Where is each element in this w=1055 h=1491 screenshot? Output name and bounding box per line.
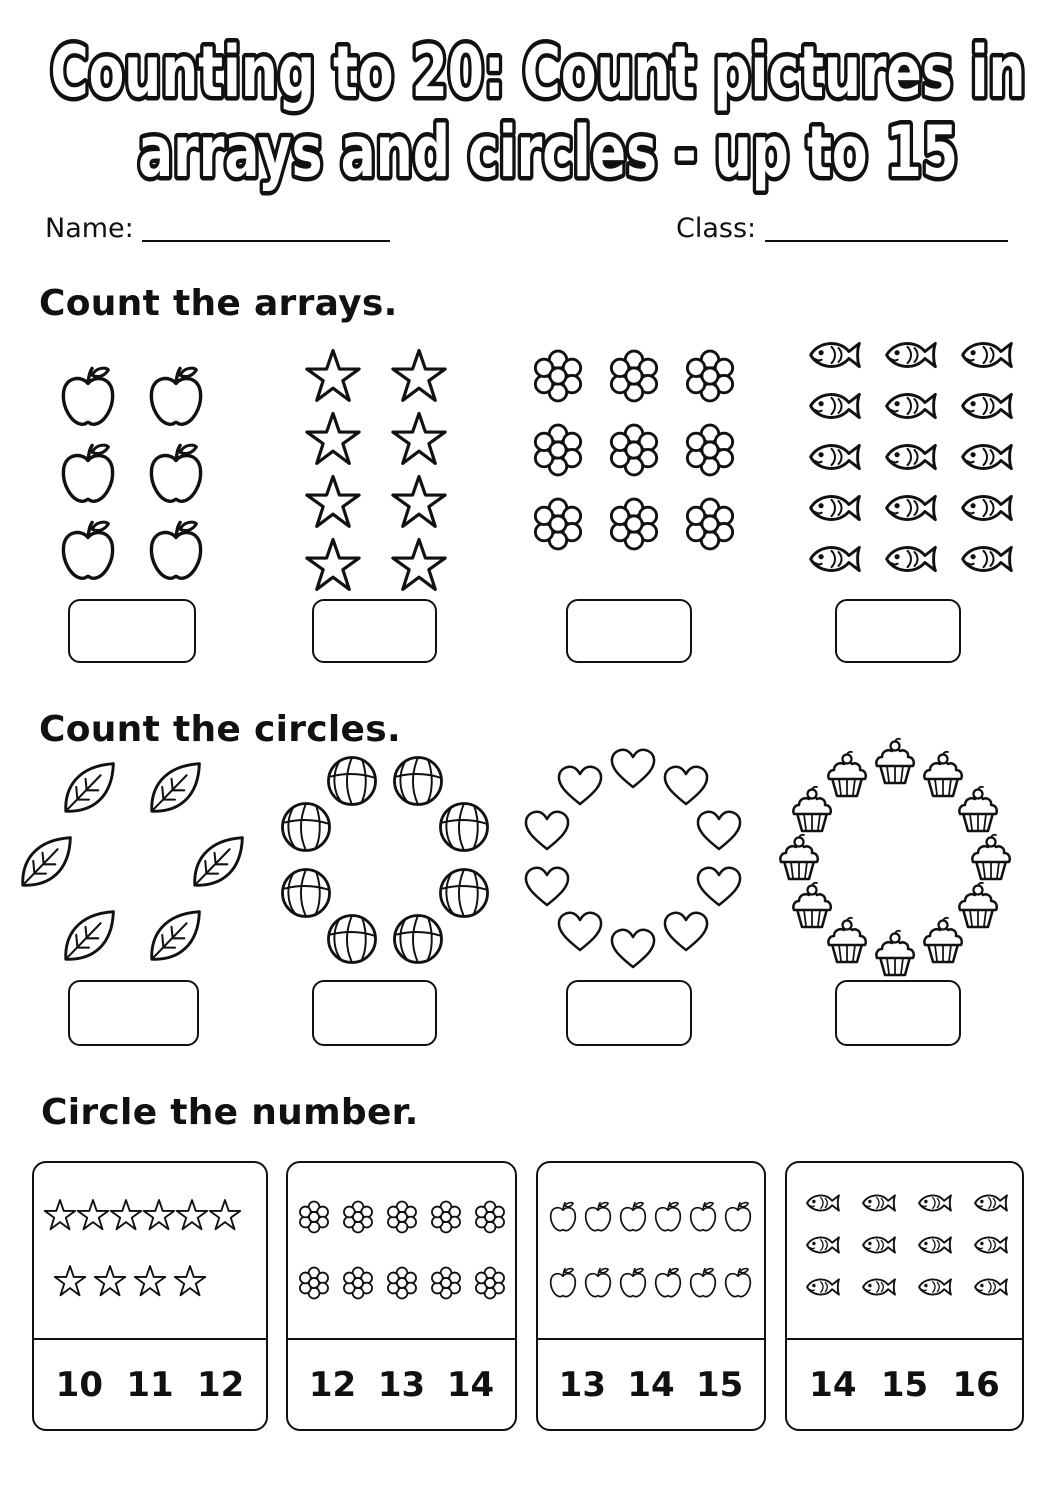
- star-icon: [175, 1198, 209, 1232]
- fish-icon: [860, 1268, 898, 1306]
- title-line-1: Counting to 20: Count pictures in: [50, 31, 1026, 113]
- leaf-icon: [189, 833, 247, 891]
- card-picture-area: [34, 1163, 266, 1340]
- circle-card-flowers: [286, 1161, 517, 1431]
- fish-icon: [806, 530, 864, 588]
- flower-icon: [605, 495, 663, 553]
- fish-icon: [916, 1226, 954, 1264]
- apple-icon: [142, 363, 210, 431]
- heart-icon: [608, 743, 658, 793]
- name-label: Name:: [45, 213, 134, 244]
- flower-icon: [428, 1199, 464, 1235]
- leaf-icon: [60, 907, 118, 965]
- fish-icon: [806, 479, 864, 537]
- heart-icon: [522, 805, 572, 855]
- answer-box-flowers[interactable]: [566, 599, 692, 663]
- answer-box-fish[interactable]: [835, 599, 961, 663]
- number-option[interactable]: 10: [55, 1364, 103, 1405]
- flower-icon: [384, 1265, 420, 1301]
- number-option[interactable]: 13: [558, 1364, 606, 1405]
- heart-icon: [522, 861, 572, 911]
- ball-icon: [278, 865, 334, 921]
- leaf-icon: [17, 833, 75, 891]
- fish-icon: [804, 1226, 842, 1264]
- answer-box-cupcakes[interactable]: [835, 980, 961, 1046]
- apple-icon: [616, 1200, 650, 1234]
- heart-icon: [694, 861, 744, 911]
- apple-icon: [686, 1266, 720, 1300]
- flower-icon: [529, 421, 587, 479]
- cupcake-icon: [870, 929, 920, 979]
- star-icon: [93, 1264, 127, 1298]
- arrays-heading: Count the arrays.: [39, 283, 398, 324]
- star-icon: [390, 347, 448, 405]
- title-line-2: arrays and circles - up to 15: [138, 111, 958, 193]
- fish-icon: [958, 428, 1016, 486]
- fish-icon: [958, 530, 1016, 588]
- apple-icon: [651, 1266, 685, 1300]
- class-label: Class:: [676, 213, 757, 244]
- number-option[interactable]: 14: [627, 1364, 675, 1405]
- fish-icon: [958, 479, 1016, 537]
- fish-icon: [806, 428, 864, 486]
- star-icon: [53, 1264, 87, 1298]
- heart-icon: [555, 906, 605, 956]
- name-line[interactable]: [142, 240, 390, 242]
- star-icon: [304, 536, 362, 594]
- apple-icon: [651, 1200, 685, 1234]
- flower-icon: [681, 421, 739, 479]
- answer-box-balls[interactable]: [312, 980, 437, 1046]
- flower-icon: [296, 1265, 332, 1301]
- fish-icon: [972, 1268, 1010, 1306]
- apple-icon: [686, 1200, 720, 1234]
- card-picture-area: [288, 1163, 515, 1340]
- flower-icon: [472, 1199, 508, 1235]
- apple-icon: [142, 440, 210, 508]
- apple-icon: [546, 1200, 580, 1234]
- cupcake-icon: [966, 833, 1016, 883]
- fish-icon: [916, 1184, 954, 1222]
- circle-card-stars: [32, 1161, 268, 1431]
- fish-icon: [972, 1184, 1010, 1222]
- apple-icon: [581, 1200, 615, 1234]
- flower-icon: [340, 1265, 376, 1301]
- heart-icon: [694, 805, 744, 855]
- apple-icon: [142, 517, 210, 585]
- number-option[interactable]: 11: [126, 1364, 174, 1405]
- fish-icon: [860, 1226, 898, 1264]
- flower-icon: [428, 1265, 464, 1301]
- apple-icon: [721, 1200, 755, 1234]
- heart-icon: [661, 906, 711, 956]
- worksheet-title: [0, 0, 1055, 200]
- cupcake-icon: [774, 833, 824, 883]
- star-icon: [173, 1264, 207, 1298]
- number-option[interactable]: 14: [809, 1364, 857, 1405]
- card-picture-area: [538, 1163, 764, 1340]
- star-icon: [390, 410, 448, 468]
- apple-icon: [54, 440, 122, 508]
- fish-icon: [804, 1184, 842, 1222]
- number-option[interactable]: 13: [377, 1364, 426, 1405]
- apple-icon: [581, 1266, 615, 1300]
- flower-icon: [296, 1199, 332, 1235]
- fish-icon: [806, 377, 864, 435]
- ball-icon: [390, 911, 446, 967]
- number-option[interactable]: 14: [446, 1364, 495, 1405]
- fish-icon: [958, 326, 1016, 384]
- answer-box-stars[interactable]: [312, 599, 437, 663]
- flower-icon: [529, 495, 587, 553]
- cupcake-icon: [787, 881, 837, 931]
- star-icon: [76, 1198, 110, 1232]
- circles-heading: Count the circles.: [39, 709, 401, 750]
- star-icon: [109, 1198, 143, 1232]
- apple-icon: [54, 517, 122, 585]
- fish-icon: [882, 377, 940, 435]
- fish-icon: [972, 1226, 1010, 1264]
- leaf-icon: [146, 759, 204, 817]
- cupcake-icon: [822, 750, 872, 800]
- fish-icon: [882, 530, 940, 588]
- flower-icon: [605, 347, 663, 405]
- star-icon: [390, 473, 448, 531]
- heart-icon: [608, 923, 658, 973]
- star-icon: [208, 1198, 242, 1232]
- number-option[interactable]: 16: [952, 1364, 1000, 1405]
- cupcake-icon: [870, 737, 920, 787]
- fish-icon: [804, 1268, 842, 1306]
- star-icon: [43, 1198, 77, 1232]
- apple-icon: [54, 363, 122, 431]
- flower-icon: [384, 1199, 420, 1235]
- leaf-icon: [146, 907, 204, 965]
- star-icon: [304, 347, 362, 405]
- number-option[interactable]: 15: [695, 1364, 744, 1405]
- fish-icon: [882, 428, 940, 486]
- apple-icon: [616, 1266, 650, 1300]
- star-icon: [142, 1198, 176, 1232]
- leaf-icon: [60, 759, 118, 817]
- apple-icon: [546, 1266, 580, 1300]
- flower-icon: [681, 495, 739, 553]
- star-icon: [304, 473, 362, 531]
- star-icon: [133, 1264, 167, 1298]
- number-option[interactable]: 12: [196, 1364, 245, 1405]
- fish-icon: [806, 326, 864, 384]
- flower-icon: [472, 1265, 508, 1301]
- circle-card-fish: [785, 1161, 1024, 1431]
- flower-icon: [681, 347, 739, 405]
- class-line[interactable]: [765, 240, 1008, 242]
- answer-box-hearts[interactable]: [566, 980, 692, 1046]
- answer-box-apples[interactable]: [68, 599, 196, 663]
- apple-icon: [721, 1266, 755, 1300]
- circle-card-apples: [536, 1161, 766, 1431]
- fish-icon: [860, 1184, 898, 1222]
- ball-icon: [324, 753, 380, 809]
- number-option[interactable]: 12: [308, 1364, 357, 1405]
- fish-icon: [958, 377, 1016, 435]
- fish-icon: [882, 326, 940, 384]
- cupcake-icon: [918, 916, 968, 966]
- card-picture-area: [787, 1163, 1022, 1340]
- heart-icon: [661, 760, 711, 810]
- answer-box-leaves[interactable]: [68, 980, 199, 1046]
- cupcake-icon: [953, 785, 1003, 835]
- flower-icon: [605, 421, 663, 479]
- circle-number-heading: Circle the number.: [41, 1092, 419, 1133]
- flower-icon: [529, 347, 587, 405]
- star-icon: [390, 536, 448, 594]
- heart-icon: [555, 760, 605, 810]
- ball-icon: [436, 799, 492, 855]
- number-option[interactable]: 15: [880, 1364, 929, 1405]
- star-icon: [304, 410, 362, 468]
- fish-icon: [916, 1268, 954, 1306]
- flower-icon: [340, 1199, 376, 1235]
- fish-icon: [882, 479, 940, 537]
